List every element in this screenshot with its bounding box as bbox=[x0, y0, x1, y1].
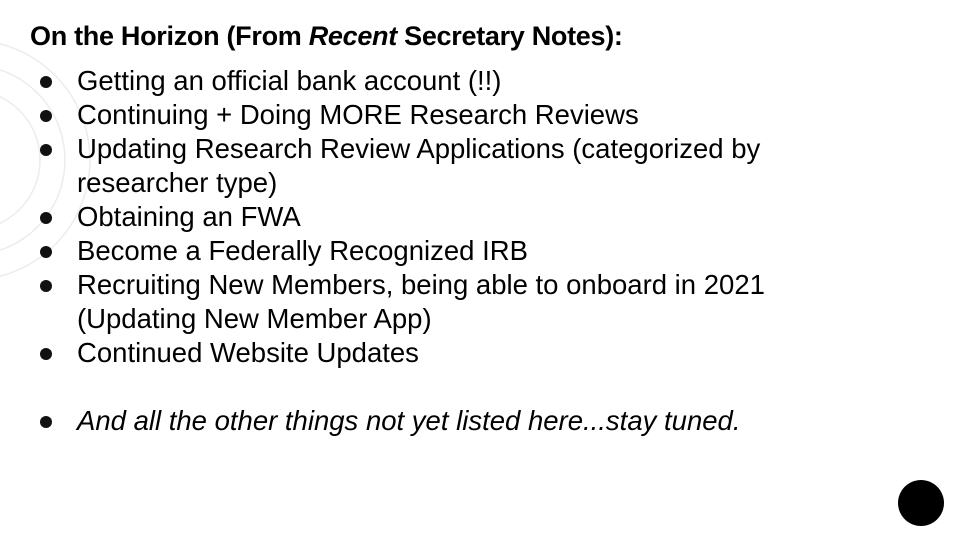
title-emphasis: Recent bbox=[308, 21, 397, 51]
corner-dot-icon bbox=[898, 480, 944, 526]
slide-title bbox=[30, 18, 623, 54]
title-suffix: Secretary Notes): bbox=[396, 21, 623, 51]
bullet-text-continued: researcher type) bbox=[77, 167, 278, 198]
bullet-item-fwa bbox=[30, 200, 890, 234]
bullet-text: Obtaining an FWA bbox=[77, 201, 301, 232]
bullet-icon bbox=[40, 416, 52, 428]
bullet-item-stay-tuned bbox=[30, 404, 890, 438]
bullet-text: Getting an official bank account (!!) bbox=[77, 65, 502, 96]
bullet-list bbox=[30, 64, 890, 438]
bullet-item-website-updates bbox=[30, 336, 890, 370]
bullet-text: Updating Research Review Applications (categorized by bbox=[77, 133, 761, 164]
bullet-icon bbox=[40, 76, 52, 88]
title-prefix: On the Horizon (From bbox=[30, 21, 309, 51]
bullet-text: Continued Website Updates bbox=[77, 337, 419, 368]
bullet-item-recruiting bbox=[30, 268, 890, 336]
bullet-item-research-reviews bbox=[30, 98, 890, 132]
bullet-text: And all the other things not yet listed here...stay tuned. bbox=[77, 405, 741, 436]
bullet-item-review-applications bbox=[30, 132, 890, 200]
bullet-item-irb bbox=[30, 234, 890, 268]
bullet-text: Recruiting New Members, being able to onboard in 2021 bbox=[77, 269, 765, 300]
bullet-icon bbox=[40, 348, 52, 360]
bullet-item-bank-account bbox=[30, 64, 890, 98]
bullet-icon bbox=[40, 110, 52, 122]
bullet-icon bbox=[40, 212, 52, 224]
bullet-icon bbox=[40, 280, 52, 292]
bullet-text: Continuing + Doing MORE Research Reviews bbox=[77, 99, 639, 130]
bullet-text-continued: (Updating New Member App) bbox=[77, 303, 432, 334]
bullet-icon bbox=[40, 144, 52, 156]
bullet-icon bbox=[40, 246, 52, 258]
bullet-text: Become a Federally Recognized IRB bbox=[77, 235, 528, 266]
